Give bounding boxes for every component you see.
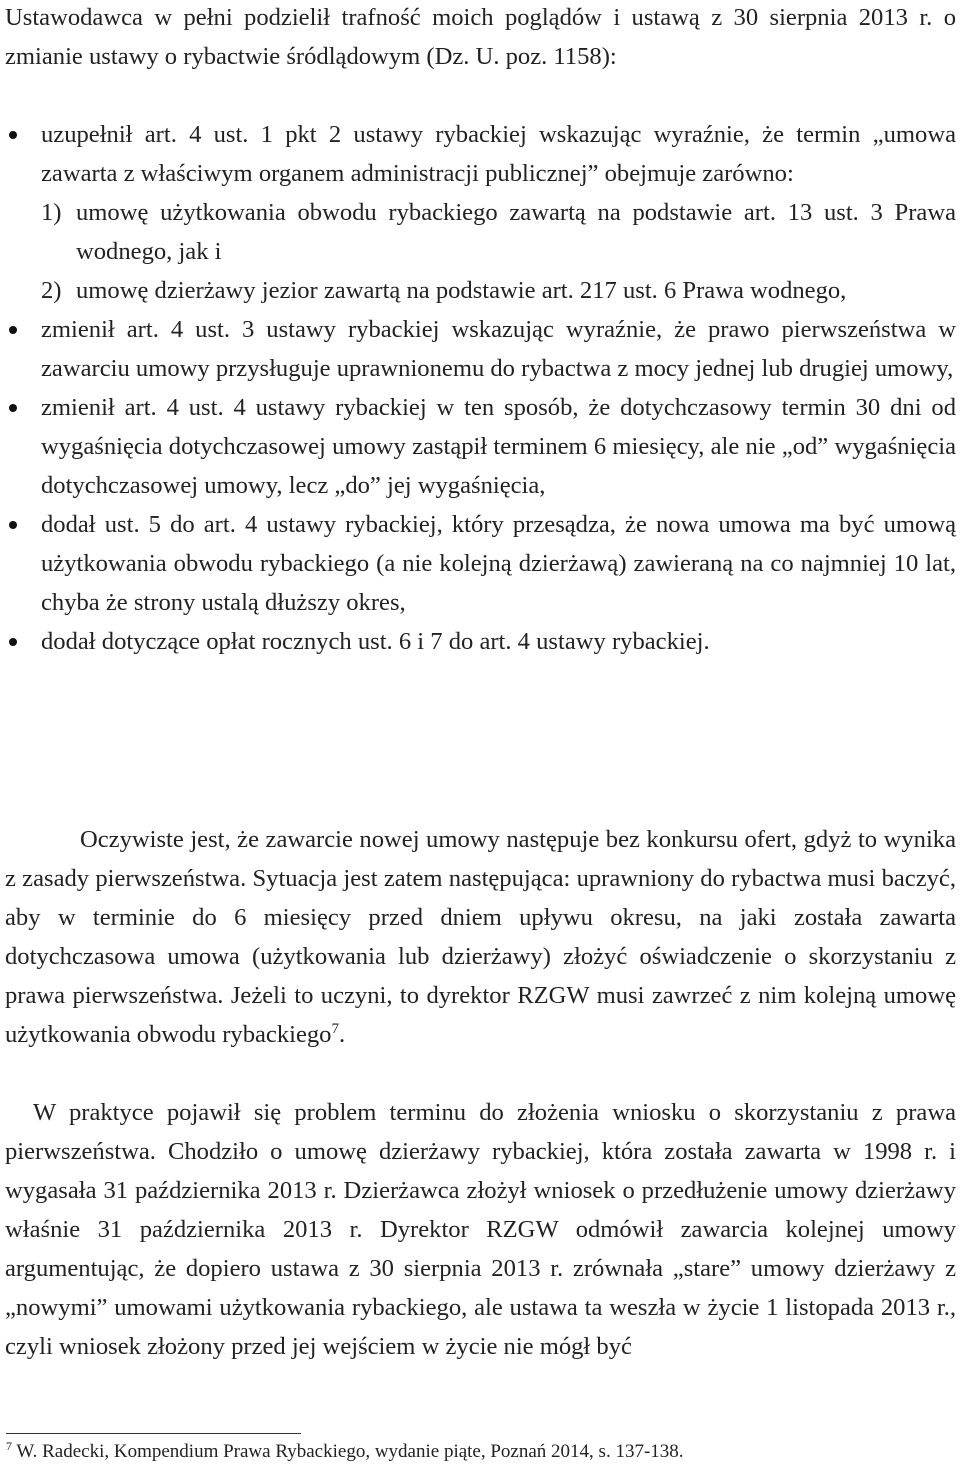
sub-item-text: umowę dzierżawy jezior zawartą na podstawie art. 217 ust. 6 Prawa wodnego, <box>76 277 847 304</box>
intro-paragraph: Ustawodawca w pełni podzielił trafność moich poglądów i ustawą z 30 sierpnia 2013 r. o zmianie ustawy o rybactwie śródlądowym (Dz. U. poz. 1158): <box>5 4 956 70</box>
paragraph-text: Oczywiste jest, że zawarcie nowej umowy następuje bez konkursu ofert, gdyż to wynika z zasady pierwszeństwa. Sytuacja jest zatem następująca: uprawniony do rybactwa musi baczyć, aby w terminie do 6 miesięcy przed dniem upływu okresu, na jaki została zawarta dotychczasowa umowa (użytkowania lub dzierżawy) złożyć oświadczenie o skorzystaniu z prawa pierwszeństwa. Jeżeli to uczyni, to dyrektor RZGW musi zawrzeć z nim kolejną umowę użytkowania obwodu rybackiego <box>5 826 956 1048</box>
list-item <box>0 310 956 388</box>
sub-item-number: 1) <box>41 199 62 226</box>
sub-item-number: 2) <box>41 277 62 304</box>
list-item <box>0 505 956 622</box>
bullet-icon <box>9 404 17 412</box>
amendments-list <box>0 115 960 661</box>
list-item-text: zmienił art. 4 ust. 3 ustawy rybackiej wskazując wyraźnie, że prawo pierwszeństwa w zawarciu umowy przysługuje uprawnionemu do rybactwa z mocy jednej lub drugiej umowy, <box>41 316 956 382</box>
sub-item <box>41 271 956 310</box>
footnote-number: 7 <box>6 1439 12 1453</box>
list-item <box>0 115 956 310</box>
list-item-text: dodał ust. 5 do art. 4 ustawy rybackiej, który przesądza, że nowa umowa ma być umową użytkowania obwodu rybackiego (a nie kolejną dzierżawą) zawieraną na co najmniej 10 lat, chyba że strony ustalą dłuższy okres, <box>41 511 956 616</box>
paragraph-end: . <box>338 1021 346 1048</box>
sub-item <box>41 193 956 271</box>
bullet-icon <box>9 131 17 139</box>
sub-item-text: umowę użytkowania obwodu rybackiego zawartą na podstawie art. 13 ust. 3 Prawa wodnego, jak i <box>76 199 956 265</box>
footnote-divider <box>6 1433 301 1434</box>
list-item-text: uzupełnił art. 4 ust. 1 pkt 2 ustawy rybackiej wskazując wyraźnie, że termin „umowa zawarta z właściwym organem administracji publicznej” obejmuje zarówno: <box>41 121 956 187</box>
bullet-icon <box>9 638 17 646</box>
list-item <box>0 388 956 505</box>
footnote-text: W. Radecki, Kompendium Prawa Rybackiego, wydanie piąte, Poznań 2014, s. 137-138. <box>16 1441 684 1462</box>
list-item-text: zmienił art. 4 ust. 4 ustawy rybackiej w ten sposób, że dotychczasowy termin 30 dni od wygaśnięcia dotychczasowej umowy zastąpił terminem 6 miesięcy, ale nie „od” wygaśnięcia dotychczasowej umowy, lecz „do” jej wygaśnięcia, <box>41 394 956 499</box>
footnote <box>6 1440 956 1464</box>
list-item-text: dodał dotyczące opłat rocznych ust. 6 i 7 do art. 4 ustawy rybackiej. <box>41 628 710 655</box>
body-paragraph <box>5 820 956 1054</box>
bullet-icon <box>9 326 17 334</box>
body-paragraph: W praktyce pojawił się problem terminu do złożenia wniosku o skorzystaniu z prawa pierwszeństwa. Chodziło o umowę dzierżawy rybackiej, która została zawarta w 1998 r. i wygasała 31 października 2013 r. Dzierżawca złożył wniosek o przedłużenie umowy dzierżawy właśnie 31 października 2013 r. Dyrektor RZGW odmówił zawarcia kolejnej umowy argumentując, że dopiero ustawa z 30 sierpnia 2013 r. zrównała „stare” umowy dzierżawy z „nowymi” umowami użytkowania rybackiego, ale ustawa ta weszła w życie 1 listopada 2013 r., czyli wniosek złożony przed jej wejściem w życie nie mógł być <box>5 1099 956 1360</box>
footnote-reference[interactable]: 7 <box>331 1021 339 1037</box>
list-item <box>0 622 956 661</box>
bullet-icon <box>9 521 17 529</box>
